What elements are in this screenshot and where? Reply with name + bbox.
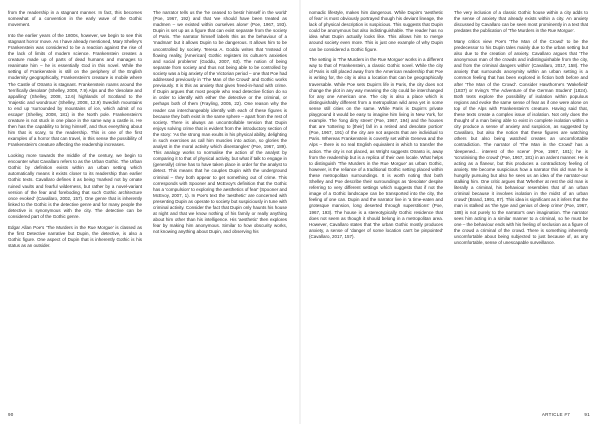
left-page-column-1	[8, 10, 142, 402]
right-page-column-2	[454, 10, 588, 402]
right-page-number: 91	[584, 412, 590, 417]
paragraph: nomadic lifestyle, makes him dangerous. While Dupin's 'aesthetic of fear' is most obviously portrayed though his deviant lineage, the lack of physical description is suspicious. This suggests that Dupin could be anonymous but also indistinguishable. The reader has no idea what Dupin actually looks like. This allows him to merge around society even more. This is just one example of why Dupin can be considered a Gothic figure.	[309, 10, 443, 52]
paragraph: The narrator tells us the 'he ceased to bestir himself in the world' (Poe, 1967, 192) and that 'we should have been treated as madmen – we existed within ourselves alone' (Poe, 1967, 193). Dupin is set up as a figure that can exist separate from the society of Paris. The narrator himself labels this as the behaviour of a 'madman' but it allows Dupin to be dangerous. It allows him to be uncontrolled by society. Teresa A. Goddu writes that 'Instead of flowing reality, [American] Gothic registers its culture's anxieties and social problems' (Goddu, 2007, 63). The notion of being separate from society and thus not being able to be controlled by society was a big anxiety of the Victorian period – one that Poe had addressed previously in 'The Man of the Crowd' and Gothic works previously. It is this as anxiety that gives freed-in-hand with crime. If Dupin argues that most people who read detective fiction do so in order to identify with either the detective or the criminal, or perhaps both of them (Frayling, 2005, 22). One reason why the reader can interchangeably identify with each of these figures is because they both exist in the same sphere – apart from the rest of society. There is always an uncontrollable tension that Dupin enjoys solving crime that is evident from the introductory section of the story: 'As the strong man exults in his physical ability, delighting in such exercises as call him muscles into action, so glories the analyst in the moral activity which disentangles' (Poe, 1967, 189). This analogy works to normalise the action of the analyst by comparing it to that of physical activity, but what if talk to engage in (generally) crime has to have taken place in order for the analyst to detect. This means that he couples Dupin with the underground criminal – they both appear to get something out of crime. This corresponds with Spooner and McEvoy's definition that the Gothic has a 'compulsion' to exploring the aesthetics of fear' (Spooner and McEvoy, 2007, 1). In Poe's text the 'aesthetic' are concerned with presenting Dupin as operate to society but suspiciously in tune with criminal activity. Consider the fact that Dupin only haunts his house at night and that we know nothing of his family or really anything about him other than his intelligence. His 'aesthetic' then explores fear by making him anonymous. Similar to how obscurity works, not knowing anything about Dupin, and observing his	[153, 10, 287, 235]
right-page-column-1	[309, 10, 443, 402]
paragraph: Edgar Allan Poe's 'The Murders in the Rue Morgue' is classed as the first Detective narrative but Dupin, the detective, is also a Gothic figure. One aspect of Dupin that is inherently Gothic is his status as an outsider.	[8, 224, 142, 248]
paragraph: Looking more towards the middle of the century, we begin to encounter what Cavallaro refers to as the Urban Gothic. The Urban Gothic by definition exists within an urban setting which automatically means it exists closer to its readership than earlier Gothic texts. Cavallaro defines it as being 'marked not by ornate ruined vaults and fearful wilderness, but rather by a novel-variant version of the fear and foreboding that such Gothic architecture once evoked' (Cavallaro, 2002, 157). One genre that is inherently linked to the Gothic is the detective genre and for many people the detective is synonymous with the city. The detective can be considered part of the Gothic genre.	[8, 153, 142, 219]
paragraph: Into the earlier years of the 1800s, however, we begin to see this stagnant horror move. As I have already mentioned, Mary Shelley's Frankenstein was considered to be a reaction against the rise of the lack of limits of modern science. Frankenstein creates a creature made up of parts of dead humans and manages to reanimate him – he is essentially God in this novel. While the setting of Frankenstein is still on the periphery of the English modernity geographically, Frankenstein's creature is mobile where The Castle of Otranto is stagnant. Frankenstein roams around the 'terrifically desolate' (Shelley, 2008, 7.9) Alps and the 'desolate and appalling' (Shelley, 2008, 12.6) highlands of Scotland to the 'majestic and wondrous' (Shelley, 2008, 12.9) Swedish mountains to end up 'surrounded by mountains of ice, which admit of no escape' (Shelley, 2008, 181) in the North pole. Frankenstein's creature is not stuck in one place in the same way a castle is. He then has the capability to bring himself, and thus everything about him that is scary, to the readership. This is one of the first examples of a horror that can travel, in this sense the possibility of Frankenstein's creature affecting the readership increases.	[8, 32, 142, 148]
left-page-column-2	[153, 10, 287, 402]
running-footer-section: ARTICLE #7	[541, 412, 570, 417]
page-gutter	[299, 0, 301, 424]
paragraph: The very inclusion of a classic Gothic house within a city adds to the sense of anxiety that already exists within a city. An anxiety discussed by Cavallaro can be seen most prominently in a text that predates the publication of 'The Murders in the Rue Morgue'.	[454, 10, 588, 34]
left-page-number: 90	[8, 412, 14, 417]
paragraph: Many critics view Poe's 'The Man of the Crowd' to be the predecessor to his Dupin tales mainly due to the urban setting but also due to the creation of anxiety. Cavallaro argues that 'The anonymous man of the crowds and indistinguishable from the city, and from the criminal dangers within' (Cavallaro, 2017, 158). The anxiety that surrounds anonymity within an urban setting is a common feeling that has been explored in fiction both before and after 'The Man of the Crowd'. Consider Hawthorne's 'Wakefield' (1837) or Irving's 'The Adventure of the German Student' (1824). Both texts explore the possibility of isolation within populous regions and evoke the same sense of fear as if one were alone on top of the Alps with Frankenstein's creature. Having said that, these texts create a complex issue of isolation. Not only does the thought of a man being able to exist in complete isolation within a city produce a sense of anxiety and suspicion, as suggested by Cavallaro, but also the notion that these figures are watching others but also being watched creates an uncomfortable contradiction. The narrator of 'The Man in the Crowd' has a 'deepened... interest of the scene' (Poe, 1967, 181); he is 'scrutinising the crowd' (Poe, 1967, 181) in an ardent manner. He is acting as a flaneur, but this produces a contradictory feeling of anxiety. We become suspicious how a narrator this old man he is hungrily pursuing but also he sees us an idea of the narrator-our stalking him. One critic argues that 'Whether at rest the old man is literally a criminal, his behaviour resembles that of an urban criminal because it involves isolation in the midst of an urban crowd' (Brand, 1991, 87). This idea is significant as it infers that the man is stalked as 'the type and genius of deep crime' (Poe, 1967, 188) is not purely to the narrator's own imagination. The narrator sees him acting in a similar manner to a criminal, so he must be one – the behaviour ends with his feeling of seclusion as a figure of the crowd a criminal of the crowd. There is something inherently uncomfortable about being subjected to just because of, as any uncomfortable, sense of unescapable surveillance.	[454, 38, 588, 245]
right-page	[302, 0, 600, 424]
paragraph: from the readership in a stagnant manner. In fact, this becomes somewhat of a convention in the early wave of the Gothic movement.	[8, 10, 142, 28]
paragraph: The setting in 'The Murders in the Rue Morgue' works in a different way to that of Frankenstein, a classic Gothic novel. While the city of Paris is still placed away from the American readership that Poe is writing for, the city is also a location that can be geographically traversable. While Poe sets Dupin's life in Paris, the city does not change the plot in any way meaning the city could be interchanged for any one American one. The city is also a place which is distinguishably different from a metropolitan wild area yet in some sense still cities on the same. While Paris is Dupin's private playground it would be easy to imagine him living in New York, for example. The 'long dirty street' (Poe, 1967, 194) and the houses that are 'tottering to [their] fall in a retired and desolate portion' (Poe, 1967, 191) of the city are not aspects that are individual to Paris. Whereas Frankenstein is covertly set within Geneva and the Alps – there is no real English equivalent in which to transfer the action. The city is not placed, as Wright suggests Otranto is, away from the readership but is a replica of their own locale. What helps to distinguish 'The Murders in the Rue Morgue' as urban Gothic, however, is the reliance of a traditional Gothic setting placed within these metropolitan surroundings. It is worth noting that both Shelley and Poe describe their surroundings as 'desolate' despite referring to very different settings which suggests that if not the image of a Gothic landscape can be transported into the city, the feeling of one can. Dupin and the narrator live in 'a time-eaten and grotesque mansion, long deserted through superstitions' (Poe, 1967, 193). The house is a stereotypically Gothic residence that does not seem as though it should belong in a metropolitan area. However, Cavallaro states that 'the urban Gothic mostly produces anxiety, a sense of 'danger of some location can't be pinpointed' (Cavallaro, 2017, 157).	[309, 57, 443, 239]
left-page	[0, 0, 298, 424]
